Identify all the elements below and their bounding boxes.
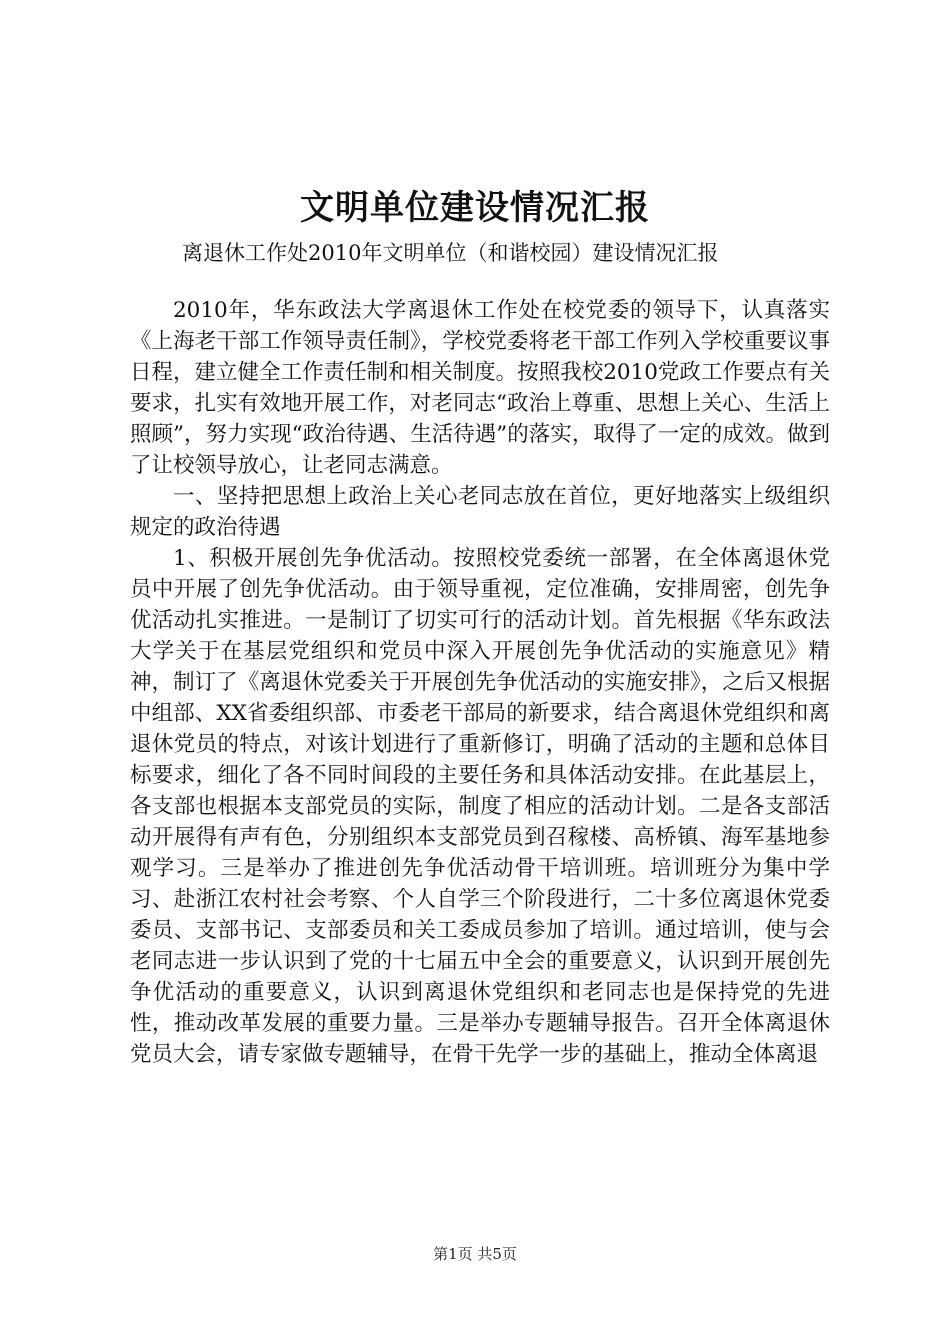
paragraph-intro: 2010年，华东政法大学离退休工作处在校党委的领导下，认真落实《上海老干部工作领导责任制》，学校党委将老干部工作列入学校重要议事日程，建立健全工作责任制和相关制度。按照我校2010党政工作要点有关要求，扎实有效地开展工作，对老同志“政治上尊重、思想上关心、生活上照顾”，努力实现“政治待遇、生活待遇”的落实，取得了一定的成效。做到了让校领导放心，让老同志满意。 <box>130 298 830 478</box>
document-title: 文明单位建设情况汇报 <box>300 188 650 228</box>
paragraph-item-1: 1、积极开展创先争优活动。按照校党委统一部署，在全体离退休党员中开展了创先争优活动。由于领导重视，定位准确，安排周密，创先争优活动扎实推进。一是制订了切实可行的活动计划。首先根据《华东政法大学关于在基层党组织和党员中深入开展创先争优活动的实施意见》精神，制订了《离退休党委关于开展创先争优活动的实施安排》，之后又根据中组部、XX省委组织部、市委老干部局的新要求，结合离退休党组织和离退休党员的特点，对该计划进行了重新修订，明确了活动的主题和总体目标要求，细化了各不同时间段的主要任务和具体活动安排。在此基层上，各支部也根据本支部党员的实际，制度了相应的活动计划。二是各支部活动开展得有声有色，分别组织本支部党员到召稼楼、高桥镇、海军基地参观学习。三是举办了推进创先争优活动骨干培训班。培训班分为集中学习、赴浙江农村社会考察、个人自学三个阶段进行，二十多位离退休党委委员、支部书记、支部委员和关工委成员参加了培训。通过培训，使与会老同志进一步认识到了党的十七届五中全会的重要意义，认识到开展创先争优活动的重要意义，认识到离退休党组织和老同志也是保持党的先进性，推动改革发展的重要力量。三是举办专题辅导报告。召开全体离退休党员大会，请专家做专题辅导，在骨干先学一步的基础上，推动全体离退 <box>130 546 830 1067</box>
document-subtitle: 离退休工作处2010年文明单位（和谐校园）建设情况汇报 <box>182 241 719 265</box>
document-body <box>130 295 830 1070</box>
page-number-footer: 第1页 共5页 <box>433 1245 517 1263</box>
paragraph-section-heading: 一、坚持把思想上政治上关心老同志放在首位，更好地落实上级组织规定的政治待遇 <box>130 484 830 540</box>
